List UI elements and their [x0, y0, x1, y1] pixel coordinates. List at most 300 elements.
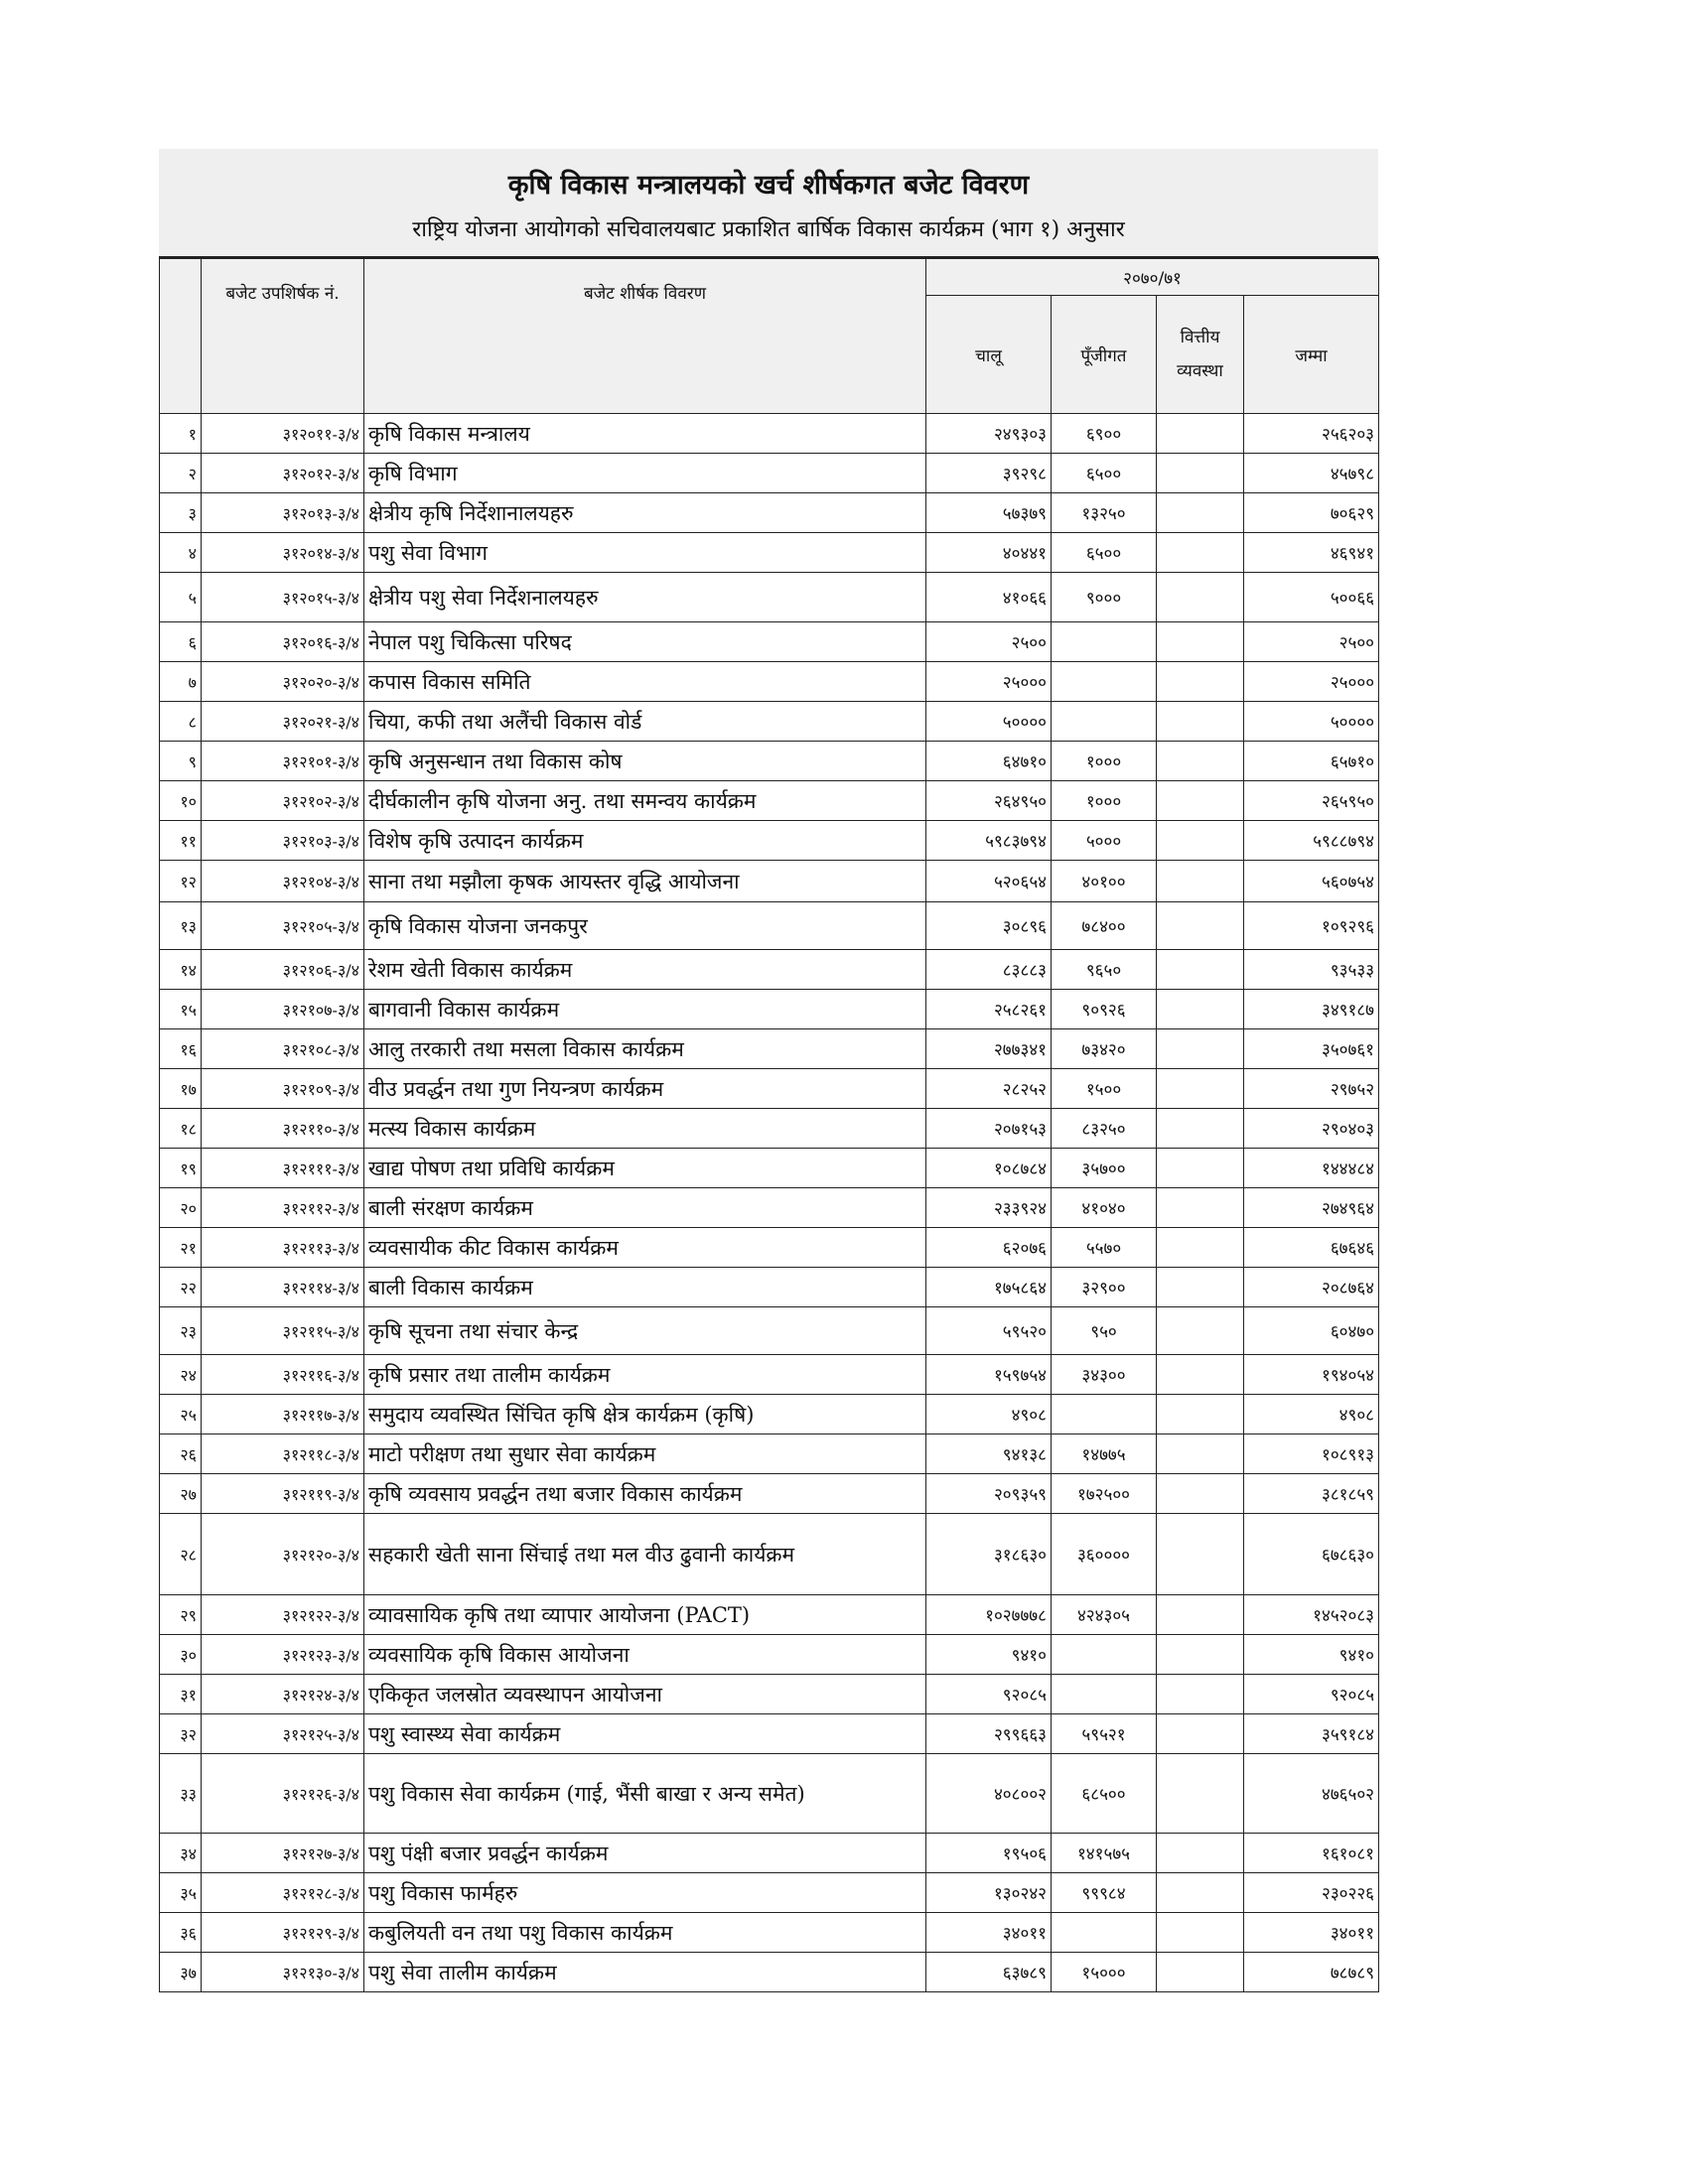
- budget-code-cell: ३१२१०७-३/४: [202, 990, 364, 1029]
- total-amount-cell: ७८७८९: [1244, 1953, 1379, 1992]
- table-row: [160, 1514, 1379, 1595]
- total-amount-cell: ३५०७६१: [1244, 1029, 1379, 1069]
- description-cell: नेपाल पशु चिकित्सा परिषद: [364, 622, 926, 662]
- current-amount-cell: ५७३७९: [926, 493, 1052, 533]
- financial-amount-cell: [1157, 1834, 1244, 1873]
- current-amount-cell: ५००००: [926, 702, 1052, 742]
- current-amount-cell: २४९३०३: [926, 414, 1052, 454]
- budget-code-cell: ३१२१२२-३/४: [202, 1595, 364, 1635]
- total-amount-cell: २९७५२: [1244, 1069, 1379, 1109]
- serial-number-cell: २०: [160, 1188, 202, 1228]
- budget-code-cell: ३१२११७-३/४: [202, 1395, 364, 1434]
- table-row: [160, 1188, 1379, 1228]
- table-row: [160, 1953, 1379, 1992]
- serial-number-cell: ३२: [160, 1714, 202, 1754]
- serial-number-cell: १५: [160, 990, 202, 1029]
- budget-code-cell: ३१२११०-३/४: [202, 1109, 364, 1149]
- financial-amount-cell: [1157, 861, 1244, 902]
- capital-amount-cell: ४२४३०५: [1052, 1595, 1157, 1635]
- financial-amount-cell: [1157, 1754, 1244, 1834]
- header-row-1: [160, 259, 1379, 296]
- capital-amount-cell: [1052, 662, 1157, 702]
- budget-code-cell: ३१२१०२-३/४: [202, 781, 364, 821]
- total-amount-cell: ५००६६: [1244, 573, 1379, 622]
- budget-code-cell: ३१२०१५-३/४: [202, 573, 364, 622]
- total-amount-cell: ३४९१८७: [1244, 990, 1379, 1029]
- serial-number-cell: ३७: [160, 1953, 202, 1992]
- table-row: [160, 1149, 1379, 1188]
- total-amount-cell: २९०४०३: [1244, 1109, 1379, 1149]
- serial-number-cell: १७: [160, 1069, 202, 1109]
- financial-amount-cell: [1157, 1069, 1244, 1109]
- total-amount-cell: १०९२९६: [1244, 902, 1379, 950]
- financial-amount-cell: [1157, 902, 1244, 950]
- budget-code-cell: ३१२०११-३/४: [202, 414, 364, 454]
- financial-amount-cell: [1157, 1514, 1244, 1595]
- total-amount-cell: ३८१८५९: [1244, 1474, 1379, 1514]
- table-row: [160, 1355, 1379, 1395]
- current-amount-cell: ५९८३७९४: [926, 821, 1052, 861]
- table-row: [160, 702, 1379, 742]
- description-cell: क्षेत्रीय कृषि निर्देशानालयहरु: [364, 493, 926, 533]
- capital-amount-cell: ६५००: [1052, 454, 1157, 493]
- serial-number-cell: ३३: [160, 1754, 202, 1834]
- capital-amount-cell: ९०९२६: [1052, 990, 1157, 1029]
- description-cell: बागवानी विकास कार्यक्रम: [364, 990, 926, 1029]
- description-cell: मत्स्य विकास कार्यक्रम: [364, 1109, 926, 1149]
- financial-amount-cell: [1157, 990, 1244, 1029]
- financial-amount-cell: [1157, 1675, 1244, 1714]
- capital-amount-cell: १३२५०: [1052, 493, 1157, 533]
- financial-amount-cell: [1157, 1873, 1244, 1913]
- total-amount-cell: ४९०८: [1244, 1395, 1379, 1434]
- description-cell: पशु स्वास्थ्य सेवा कार्यक्रम: [364, 1714, 926, 1754]
- total-amount-cell: ३४०११: [1244, 1913, 1379, 1953]
- description-cell: कबुलियती वन तथा पशु विकास कार्यक्रम: [364, 1913, 926, 1953]
- description-cell: क्षेत्रीय पशु सेवा निर्देशनालयहरु: [364, 573, 926, 622]
- current-amount-cell: ६३७८९: [926, 1953, 1052, 1992]
- header-sn: [160, 259, 202, 414]
- financial-amount-cell: [1157, 742, 1244, 781]
- serial-number-cell: १३: [160, 902, 202, 950]
- serial-number-cell: ३६: [160, 1913, 202, 1953]
- capital-amount-cell: १४१५७५: [1052, 1834, 1157, 1873]
- capital-amount-cell: [1052, 622, 1157, 662]
- current-amount-cell: २८२५२: [926, 1069, 1052, 1109]
- financial-amount-cell: [1157, 1953, 1244, 1992]
- capital-amount-cell: ५५७०: [1052, 1228, 1157, 1268]
- table-row: [160, 1228, 1379, 1268]
- description-cell: सहकारी खेती साना सिंचाई तथा मल वीउ ढुवानी कार्यक्रम: [364, 1514, 926, 1595]
- table-row: [160, 1595, 1379, 1635]
- table-row: [160, 493, 1379, 533]
- serial-number-cell: २९: [160, 1595, 202, 1635]
- total-amount-cell: १४५२०८३: [1244, 1595, 1379, 1635]
- capital-amount-cell: १०००: [1052, 781, 1157, 821]
- current-amount-cell: ८३८८३: [926, 950, 1052, 990]
- budget-code-cell: ३१२११४-३/४: [202, 1268, 364, 1307]
- current-amount-cell: २५००: [926, 622, 1052, 662]
- financial-amount-cell: [1157, 1913, 1244, 1953]
- capital-amount-cell: ७३४२०: [1052, 1029, 1157, 1069]
- description-cell: पशु सेवा विभाग: [364, 533, 926, 573]
- total-amount-cell: ४७६५०२: [1244, 1754, 1379, 1834]
- capital-amount-cell: १५००: [1052, 1069, 1157, 1109]
- serial-number-cell: १९: [160, 1149, 202, 1188]
- financial-amount-cell: [1157, 1355, 1244, 1395]
- capital-amount-cell: [1052, 1395, 1157, 1434]
- current-amount-cell: १३०२४२: [926, 1873, 1052, 1913]
- total-amount-cell: ३५९१८४: [1244, 1714, 1379, 1754]
- current-amount-cell: ४०४४१: [926, 533, 1052, 573]
- table-row: [160, 1307, 1379, 1355]
- current-amount-cell: ९२०८५: [926, 1675, 1052, 1714]
- budget-code-cell: ३१२१२०-३/४: [202, 1514, 364, 1595]
- budget-code-cell: ३१२१०३-३/४: [202, 821, 364, 861]
- description-cell: कृषि विकास योजना जनकपुर: [364, 902, 926, 950]
- description-cell: वीउ प्रवर्द्धन तथा गुण नियन्त्रण कार्यक्रम: [364, 1069, 926, 1109]
- table-row: [160, 573, 1379, 622]
- table-row: [160, 1268, 1379, 1307]
- budget-code-cell: ३१२१०५-३/४: [202, 902, 364, 950]
- financial-amount-cell: [1157, 781, 1244, 821]
- serial-number-cell: ३०: [160, 1635, 202, 1675]
- description-cell: एकिकृत जलस्रोत व्यवस्थापन आयोजना: [364, 1675, 926, 1714]
- budget-code-cell: ३१२१०४-३/४: [202, 861, 364, 902]
- serial-number-cell: ४: [160, 533, 202, 573]
- table-row: [160, 414, 1379, 454]
- financial-amount-cell: [1157, 1149, 1244, 1188]
- table-row: [160, 990, 1379, 1029]
- current-amount-cell: १५९७५४: [926, 1355, 1052, 1395]
- financial-amount-cell: [1157, 493, 1244, 533]
- serial-number-cell: २४: [160, 1355, 202, 1395]
- total-amount-cell: ६७८६३०: [1244, 1514, 1379, 1595]
- capital-amount-cell: ६९००: [1052, 414, 1157, 454]
- capital-amount-cell: [1052, 1913, 1157, 1953]
- capital-amount-cell: ९०००: [1052, 573, 1157, 622]
- page-title: कृषि विकास मन्त्रालयको खर्च शीर्षकगत बजेट विवरण: [507, 170, 1030, 201]
- current-amount-cell: ३९२९८: [926, 454, 1052, 493]
- serial-number-cell: २३: [160, 1307, 202, 1355]
- budget-code-cell: ३१२११६-३/४: [202, 1355, 364, 1395]
- table-row: [160, 902, 1379, 950]
- header-financial: वित्तीय व्यवस्था: [1157, 296, 1244, 414]
- capital-amount-cell: ६५००: [1052, 533, 1157, 573]
- budget-table: [159, 258, 1379, 1992]
- table-row: [160, 781, 1379, 821]
- total-amount-cell: १९४०५४: [1244, 1355, 1379, 1395]
- total-amount-cell: १४४४८४: [1244, 1149, 1379, 1188]
- total-amount-cell: ६७६४६: [1244, 1228, 1379, 1268]
- table-row: [160, 821, 1379, 861]
- total-amount-cell: २५०००: [1244, 662, 1379, 702]
- budget-code-cell: ३१२१०६-३/४: [202, 950, 364, 990]
- current-amount-cell: २०७१५३: [926, 1109, 1052, 1149]
- description-cell: चिया, कफी तथा अलैंची विकास वोर्ड: [364, 702, 926, 742]
- budget-code-cell: ३१२१२३-३/४: [202, 1635, 364, 1675]
- capital-amount-cell: ४१०४०: [1052, 1188, 1157, 1228]
- financial-amount-cell: [1157, 821, 1244, 861]
- description-cell: दीर्घकालीन कृषि योजना अनु. तथा समन्वय कार्यक्रम: [364, 781, 926, 821]
- capital-amount-cell: ३४३००: [1052, 1355, 1157, 1395]
- serial-number-cell: २६: [160, 1434, 202, 1474]
- capital-amount-cell: [1052, 1635, 1157, 1675]
- capital-amount-cell: ३२९००: [1052, 1268, 1157, 1307]
- capital-amount-cell: ९९९८४: [1052, 1873, 1157, 1913]
- current-amount-cell: ६४७१०: [926, 742, 1052, 781]
- current-amount-cell: २९९६६३: [926, 1714, 1052, 1754]
- total-amount-cell: २३०२२६: [1244, 1873, 1379, 1913]
- document-header: [159, 149, 1378, 258]
- table-row: [160, 533, 1379, 573]
- header-description: बजेट शीर्षक विवरण: [364, 259, 926, 414]
- serial-number-cell: ३: [160, 493, 202, 533]
- budget-code-cell: ३१२१०१-३/४: [202, 742, 364, 781]
- table-row: [160, 454, 1379, 493]
- capital-amount-cell: [1052, 702, 1157, 742]
- budget-code-cell: ३१२१३०-३/४: [202, 1953, 364, 1992]
- total-amount-cell: ७०६२९: [1244, 493, 1379, 533]
- table-row: [160, 1029, 1379, 1069]
- table-row: [160, 1754, 1379, 1834]
- total-amount-cell: ४५७९८: [1244, 454, 1379, 493]
- capital-amount-cell: ९५०: [1052, 1307, 1157, 1355]
- budget-code-cell: ३१२१११-३/४: [202, 1149, 364, 1188]
- header-fiscal-year: २०७०/७१: [926, 259, 1379, 296]
- capital-amount-cell: [1052, 1675, 1157, 1714]
- current-amount-cell: ४१०६६: [926, 573, 1052, 622]
- budget-code-cell: ३१२१२६-३/४: [202, 1754, 364, 1834]
- budget-code-cell: ३१२१२९-३/४: [202, 1913, 364, 1953]
- total-amount-cell: २६५९५०: [1244, 781, 1379, 821]
- serial-number-cell: ८: [160, 702, 202, 742]
- table-row: [160, 1675, 1379, 1714]
- financial-amount-cell: [1157, 1395, 1244, 1434]
- current-amount-cell: २७७३४१: [926, 1029, 1052, 1069]
- total-amount-cell: १०८९१३: [1244, 1434, 1379, 1474]
- current-amount-cell: ३४०११: [926, 1913, 1052, 1953]
- description-cell: व्यावसायिक कृषि तथा व्यापार आयोजना (PACT): [364, 1595, 926, 1635]
- description-cell: कृषि व्यवसाय प्रवर्द्धन तथा बजार विकास कार्यक्रम: [364, 1474, 926, 1514]
- financial-amount-cell: [1157, 573, 1244, 622]
- serial-number-cell: ३१: [160, 1675, 202, 1714]
- header-total: जम्मा: [1244, 296, 1379, 414]
- description-cell: विशेष कृषि उत्पादन कार्यक्रम: [364, 821, 926, 861]
- total-amount-cell: १६१०८१: [1244, 1834, 1379, 1873]
- serial-number-cell: १२: [160, 861, 202, 902]
- description-cell: आलु तरकारी तथा मसला विकास कार्यक्रम: [364, 1029, 926, 1069]
- description-cell: कृषि विकास मन्त्रालय: [364, 414, 926, 454]
- current-amount-cell: १०२७७७८: [926, 1595, 1052, 1635]
- total-amount-cell: २५००: [1244, 622, 1379, 662]
- budget-code-cell: ३१२०१६-३/४: [202, 622, 364, 662]
- table-row: [160, 1434, 1379, 1474]
- total-amount-cell: ९२०८५: [1244, 1675, 1379, 1714]
- current-amount-cell: २५०००: [926, 662, 1052, 702]
- serial-number-cell: ५: [160, 573, 202, 622]
- total-amount-cell: २७४९६४: [1244, 1188, 1379, 1228]
- financial-amount-cell: [1157, 1029, 1244, 1069]
- serial-number-cell: ९: [160, 742, 202, 781]
- total-amount-cell: २५६२०३: [1244, 414, 1379, 454]
- budget-code-cell: ३१२०१३-३/४: [202, 493, 364, 533]
- description-cell: पशु पंक्षी बजार प्रवर्द्धन कार्यक्रम: [364, 1834, 926, 1873]
- total-amount-cell: ४६९४१: [1244, 533, 1379, 573]
- current-amount-cell: ९४१३८: [926, 1434, 1052, 1474]
- budget-code-cell: ३१२०२१-३/४: [202, 702, 364, 742]
- budget-code-cell: ३१२०२०-३/४: [202, 662, 364, 702]
- table-row: [160, 950, 1379, 990]
- description-cell: पशु सेवा तालीम कार्यक्रम: [364, 1953, 926, 1992]
- table-row: [160, 1913, 1379, 1953]
- description-cell: कृषि विभाग: [364, 454, 926, 493]
- budget-code-cell: ३१२१०९-३/४: [202, 1069, 364, 1109]
- capital-amount-cell: ८३२५०: [1052, 1109, 1157, 1149]
- table-body: [160, 414, 1379, 1992]
- description-cell: माटो परीक्षण तथा सुधार सेवा कार्यक्रम: [364, 1434, 926, 1474]
- table-row: [160, 1635, 1379, 1675]
- total-amount-cell: ९४१०: [1244, 1635, 1379, 1675]
- capital-amount-cell: १५०००: [1052, 1953, 1157, 1992]
- table-row: [160, 1873, 1379, 1913]
- financial-amount-cell: [1157, 622, 1244, 662]
- financial-amount-cell: [1157, 1474, 1244, 1514]
- capital-amount-cell: १४७७५: [1052, 1434, 1157, 1474]
- financial-amount-cell: [1157, 533, 1244, 573]
- current-amount-cell: ६२०७६: [926, 1228, 1052, 1268]
- description-cell: बाली विकास कार्यक्रम: [364, 1268, 926, 1307]
- capital-amount-cell: ९६५०: [1052, 950, 1157, 990]
- total-amount-cell: ९३५३३: [1244, 950, 1379, 990]
- serial-number-cell: ११: [160, 821, 202, 861]
- current-amount-cell: ५९५२०: [926, 1307, 1052, 1355]
- serial-number-cell: १४: [160, 950, 202, 990]
- serial-number-cell: १०: [160, 781, 202, 821]
- description-cell: कपास विकास समिति: [364, 662, 926, 702]
- serial-number-cell: २२: [160, 1268, 202, 1307]
- current-amount-cell: ४०८००२: [926, 1754, 1052, 1834]
- total-amount-cell: ६०४७०: [1244, 1307, 1379, 1355]
- page-subtitle: राष्ट्रिय योजना आयोगको सचिवालयबाट प्रकाशित बार्षिक विकास कार्यक्रम (भाग १) अनुसार: [412, 217, 1125, 242]
- current-amount-cell: ३०८९६: [926, 902, 1052, 950]
- description-cell: पशु विकास सेवा कार्यक्रम (गाई, भैंसी बाखा र अन्य समेत): [364, 1754, 926, 1834]
- header-code: बजेट उपशिर्षक नं.: [202, 259, 364, 414]
- description-cell: समुदाय व्यवस्थित सिंचित कृषि क्षेत्र कार्यक्रम (कृषि): [364, 1395, 926, 1434]
- table-row: [160, 1109, 1379, 1149]
- current-amount-cell: १०८७८४: [926, 1149, 1052, 1188]
- financial-amount-cell: [1157, 454, 1244, 493]
- description-cell: खाद्य पोषण तथा प्रविधि कार्यक्रम: [364, 1149, 926, 1188]
- financial-amount-cell: [1157, 1109, 1244, 1149]
- financial-amount-cell: [1157, 1434, 1244, 1474]
- budget-code-cell: ३१२११९-३/४: [202, 1474, 364, 1514]
- financial-amount-cell: [1157, 1228, 1244, 1268]
- capital-amount-cell: ३६००००: [1052, 1514, 1157, 1595]
- budget-code-cell: ३१२१२४-३/४: [202, 1675, 364, 1714]
- header-current: चालू: [926, 296, 1052, 414]
- description-cell: व्यवसायिक कृषि विकास आयोजना: [364, 1635, 926, 1675]
- header-capital: पूँजीगत: [1052, 296, 1157, 414]
- financial-amount-cell: [1157, 1188, 1244, 1228]
- table-row: [160, 861, 1379, 902]
- capital-amount-cell: ७८४००: [1052, 902, 1157, 950]
- table-row: [160, 1069, 1379, 1109]
- serial-number-cell: २८: [160, 1514, 202, 1595]
- table-row: [160, 1395, 1379, 1434]
- budget-code-cell: ३१२१२७-३/४: [202, 1834, 364, 1873]
- description-cell: बाली संरक्षण कार्यक्रम: [364, 1188, 926, 1228]
- total-amount-cell: ६५७१०: [1244, 742, 1379, 781]
- description-cell: साना तथा मझौला कृषक आयस्तर वृद्धि आयोजना: [364, 861, 926, 902]
- table-row: [160, 1714, 1379, 1754]
- current-amount-cell: १७५८६४: [926, 1268, 1052, 1307]
- description-cell: व्यवसायीक कीट विकास कार्यक्रम: [364, 1228, 926, 1268]
- serial-number-cell: ७: [160, 662, 202, 702]
- capital-amount-cell: १०००: [1052, 742, 1157, 781]
- serial-number-cell: १६: [160, 1029, 202, 1069]
- financial-amount-cell: [1157, 662, 1244, 702]
- serial-number-cell: २१: [160, 1228, 202, 1268]
- capital-amount-cell: ६८५००: [1052, 1754, 1157, 1834]
- financial-amount-cell: [1157, 1595, 1244, 1635]
- budget-code-cell: ३१२०१४-३/४: [202, 533, 364, 573]
- description-cell: रेशम खेती विकास कार्यक्रम: [364, 950, 926, 990]
- current-amount-cell: ५२०६५४: [926, 861, 1052, 902]
- budget-sheet: [159, 149, 1378, 1992]
- financial-amount-cell: [1157, 1268, 1244, 1307]
- financial-amount-cell: [1157, 1307, 1244, 1355]
- financial-amount-cell: [1157, 702, 1244, 742]
- budget-code-cell: ३१२११५-३/४: [202, 1307, 364, 1355]
- budget-code-cell: ३१२११८-३/४: [202, 1434, 364, 1474]
- financial-amount-cell: [1157, 950, 1244, 990]
- budget-code-cell: ३१२११२-३/४: [202, 1188, 364, 1228]
- serial-number-cell: ६: [160, 622, 202, 662]
- capital-amount-cell: ४०१००: [1052, 861, 1157, 902]
- capital-amount-cell: ५९५२१: [1052, 1714, 1157, 1754]
- current-amount-cell: ३१८६३०: [926, 1514, 1052, 1595]
- budget-code-cell: ३१२१२८-३/४: [202, 1873, 364, 1913]
- capital-amount-cell: ५०००: [1052, 821, 1157, 861]
- serial-number-cell: २५: [160, 1395, 202, 1434]
- table-row: [160, 1474, 1379, 1514]
- serial-number-cell: २: [160, 454, 202, 493]
- serial-number-cell: ३५: [160, 1873, 202, 1913]
- capital-amount-cell: ३५७००: [1052, 1149, 1157, 1188]
- total-amount-cell: ५००००: [1244, 702, 1379, 742]
- current-amount-cell: २०९३५९: [926, 1474, 1052, 1514]
- serial-number-cell: २७: [160, 1474, 202, 1514]
- serial-number-cell: १: [160, 414, 202, 454]
- budget-code-cell: ३१२११३-३/४: [202, 1228, 364, 1268]
- description-cell: कृषि अनुसन्धान तथा विकास कोष: [364, 742, 926, 781]
- financial-amount-cell: [1157, 1635, 1244, 1675]
- current-amount-cell: २५८२६१: [926, 990, 1052, 1029]
- current-amount-cell: ४९०८: [926, 1395, 1052, 1434]
- current-amount-cell: १९५०६: [926, 1834, 1052, 1873]
- current-amount-cell: २६४९५०: [926, 781, 1052, 821]
- table-row: [160, 622, 1379, 662]
- total-amount-cell: ५९८८७९४: [1244, 821, 1379, 861]
- current-amount-cell: २३३९२४: [926, 1188, 1052, 1228]
- total-amount-cell: २०८७६४: [1244, 1268, 1379, 1307]
- serial-number-cell: ३४: [160, 1834, 202, 1873]
- total-amount-cell: ५६०७५४: [1244, 861, 1379, 902]
- table-row: [160, 742, 1379, 781]
- budget-code-cell: ३१२०१२-३/४: [202, 454, 364, 493]
- description-cell: कृषि प्रसार तथा तालीम कार्यक्रम: [364, 1355, 926, 1395]
